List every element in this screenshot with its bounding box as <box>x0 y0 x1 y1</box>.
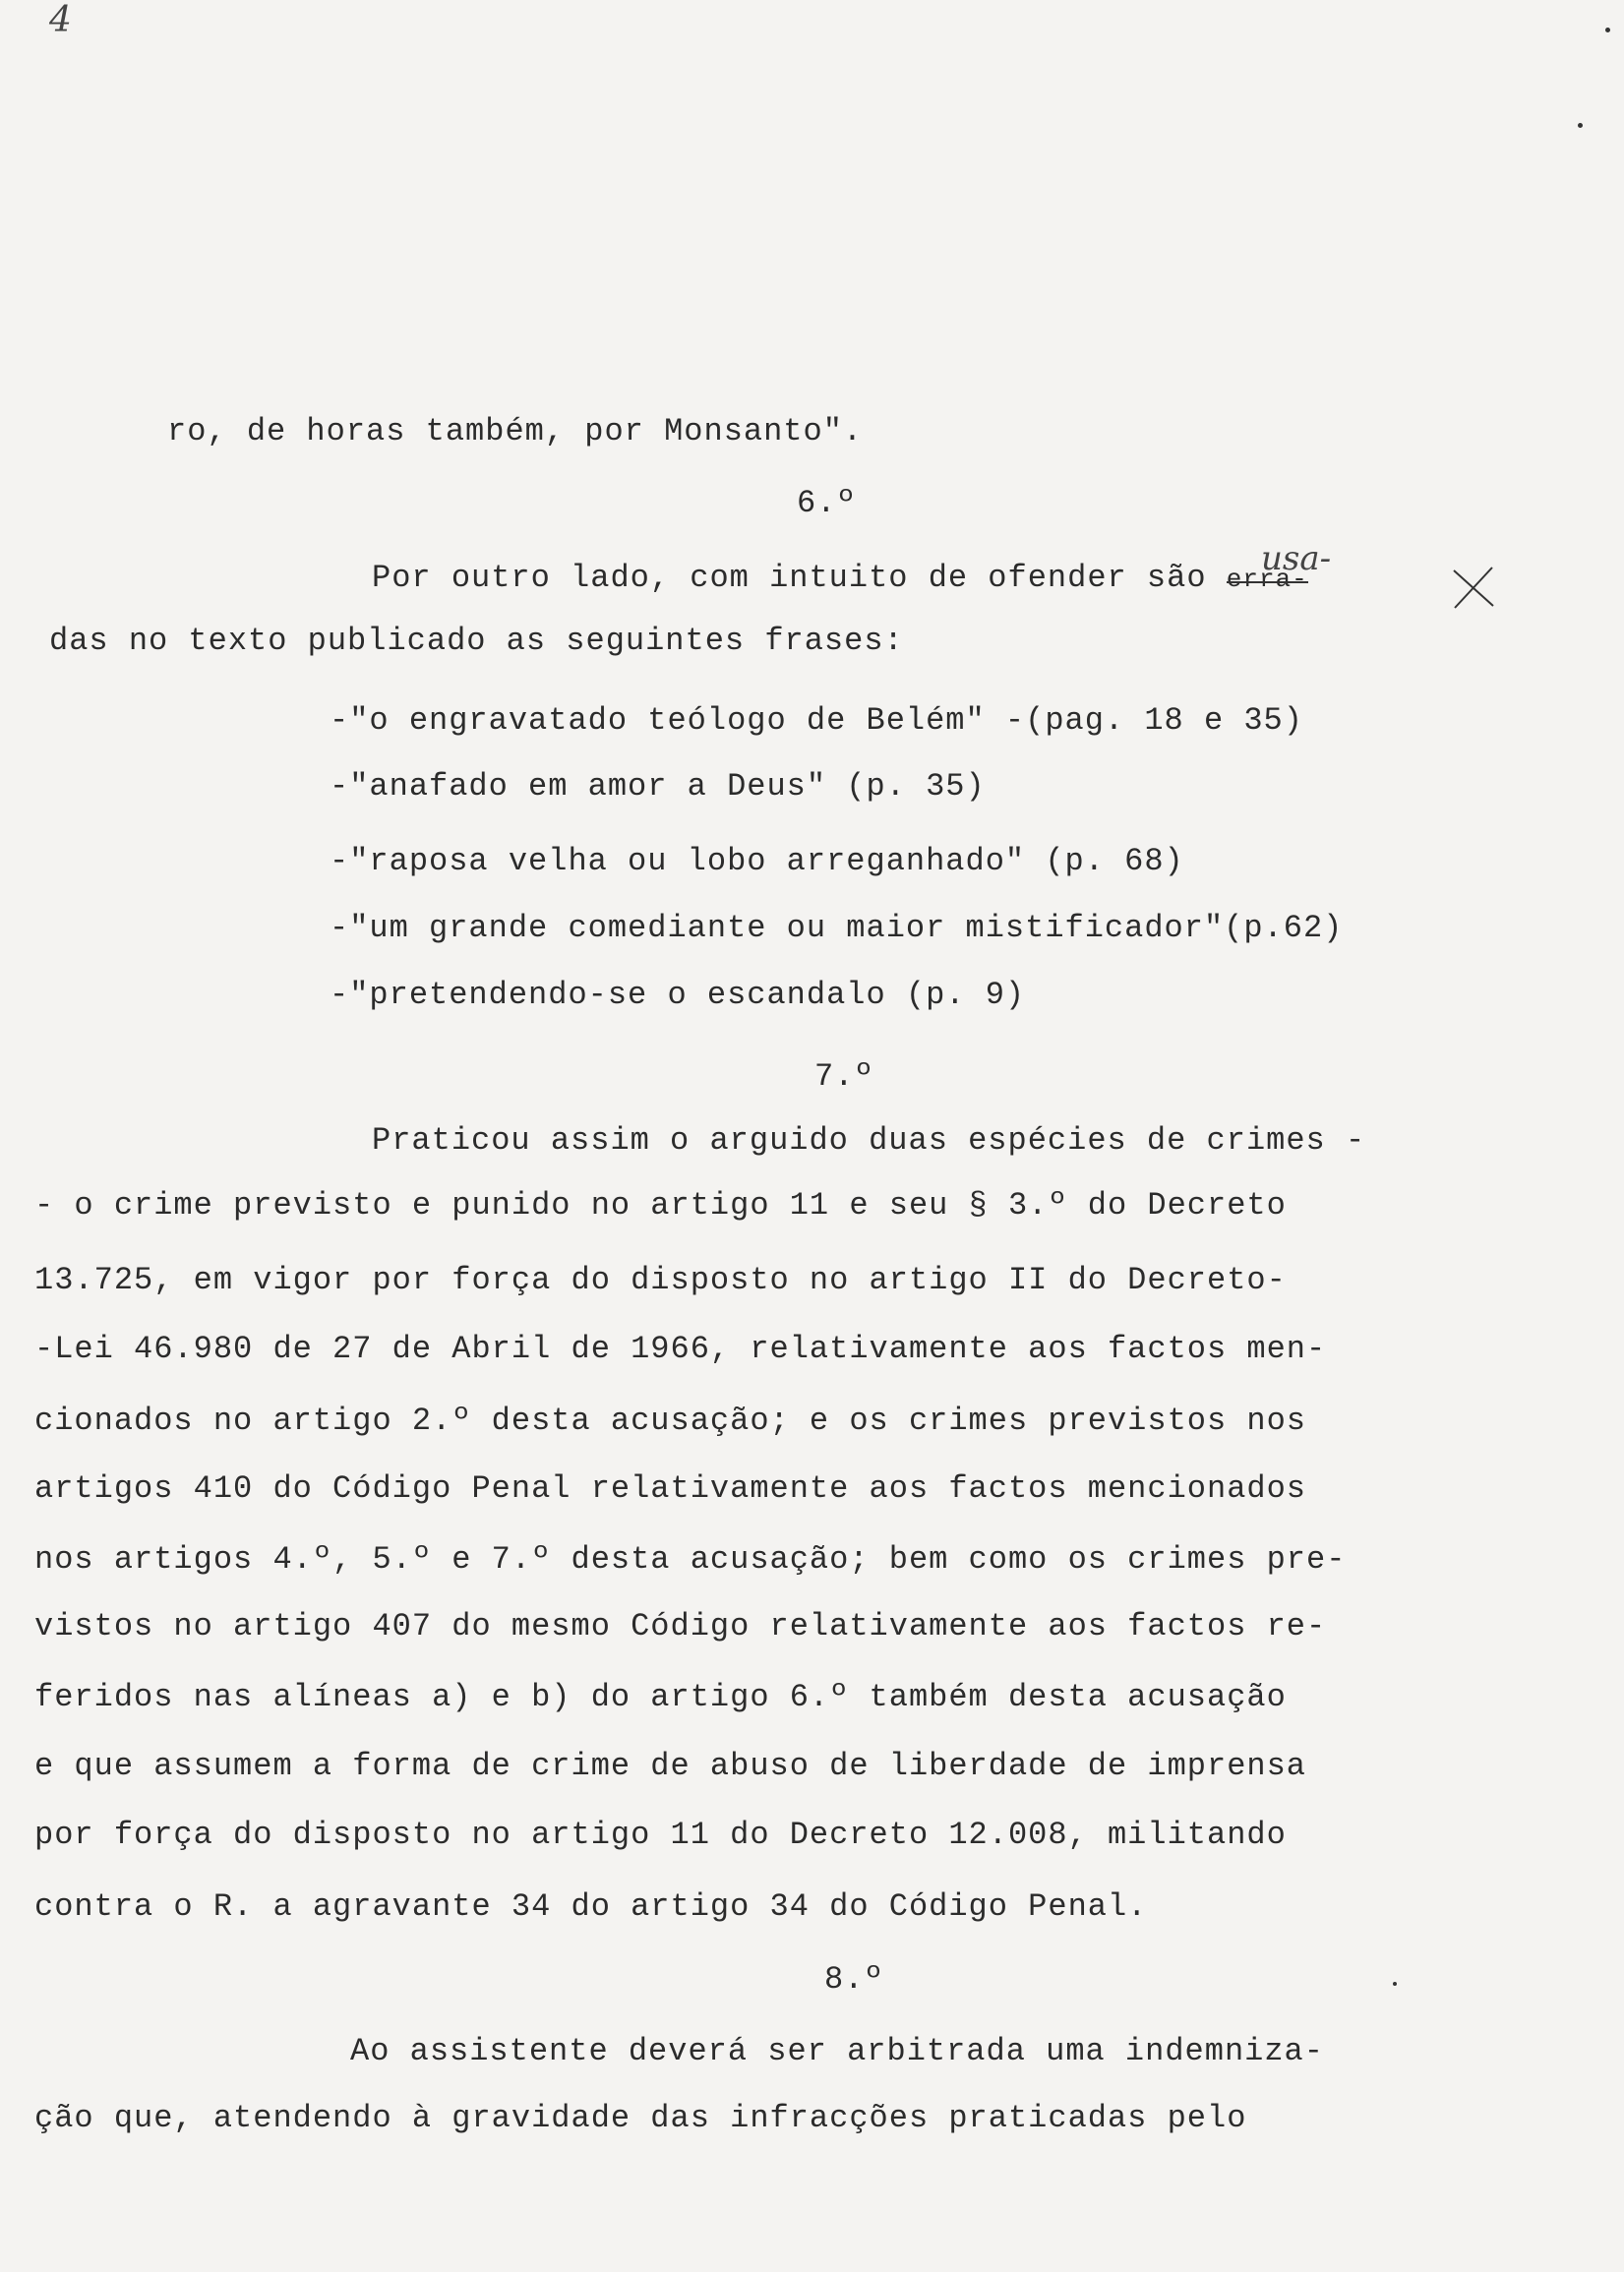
quote-item: -"o engravatado teólogo de Belém" -(pag. 18 e 35) <box>330 702 1303 739</box>
text-line: artigos 410 do Código Penal relativamente aos factos mencionados <box>34 1470 1306 1507</box>
quote-item: -"raposa velha ou lobo arreganhado" (p. 68) <box>330 843 1184 879</box>
text-line: por força do disposto no artigo 11 do Decreto 12.008, militando <box>34 1817 1287 1853</box>
text-line: cionados no artigo 2.º desta acusação; e os crimes previstos nos <box>34 1403 1306 1439</box>
quote-item: -"um grande comediante ou maior mistificador"(p.62) <box>330 910 1344 946</box>
text-line: 13.725, em vigor por força do disposto no artigo II do Decreto- <box>34 1262 1287 1298</box>
scan-speck <box>1578 123 1583 128</box>
quote-item: -"pretendendo-se o escandalo (p. 9) <box>330 977 1026 1013</box>
section-number: 6.º <box>797 485 857 521</box>
text-line: contra o R. a agravante 34 do artigo 34 do Código Penal. <box>34 1888 1148 1925</box>
text-line: Praticou assim o arguido duas espécies de crimes - <box>372 1122 1366 1159</box>
text-line <box>372 559 1308 599</box>
text-line: nos artigos 4.º, 5.º e 7.º desta acusação; bem como os crimes pre- <box>34 1541 1347 1578</box>
text-line: ro, de horas também, por Monsanto". <box>167 413 864 449</box>
text-line: ção que, atendendo à gravidade das infracções praticadas pelo <box>34 2100 1247 2136</box>
scan-speck <box>1605 28 1610 32</box>
section-number: 8.º <box>824 1961 884 1998</box>
scan-speck <box>1393 1982 1397 1986</box>
quote-item: -"anafado em amor a Deus" (p. 35) <box>330 768 986 805</box>
text-line: vistos no artigo 407 do mesmo Código relativamente aos factos re- <box>34 1608 1327 1644</box>
text-line-content: Por outro lado, com intuito de ofender são <box>372 560 1207 596</box>
handwritten-insertion: usa- <box>1261 539 1332 578</box>
text-line: das no texto publicado as seguintes frases: <box>49 623 904 659</box>
struck-word: erra- <box>1227 560 1308 599</box>
text-line: - o crime previsto e punido no artigo 11 e seu § 3.º do Decreto <box>34 1187 1287 1224</box>
page-number: 4 <box>49 0 72 40</box>
text-line: feridos nas alíneas a) e b) do artigo 6.º também desta acusação <box>34 1679 1287 1715</box>
text-line: -Lei 46.980 de 27 de Abril de 1966, relativamente aos factos men- <box>34 1331 1327 1367</box>
section-number: 7.º <box>814 1058 874 1095</box>
cross-mark-icon <box>1449 563 1498 612</box>
text-line: Ao assistente deverá ser arbitrada uma indemniza- <box>350 2033 1324 2069</box>
text-line: e que assumem a forma de crime de abuso de liberdade de imprensa <box>34 1748 1306 1784</box>
